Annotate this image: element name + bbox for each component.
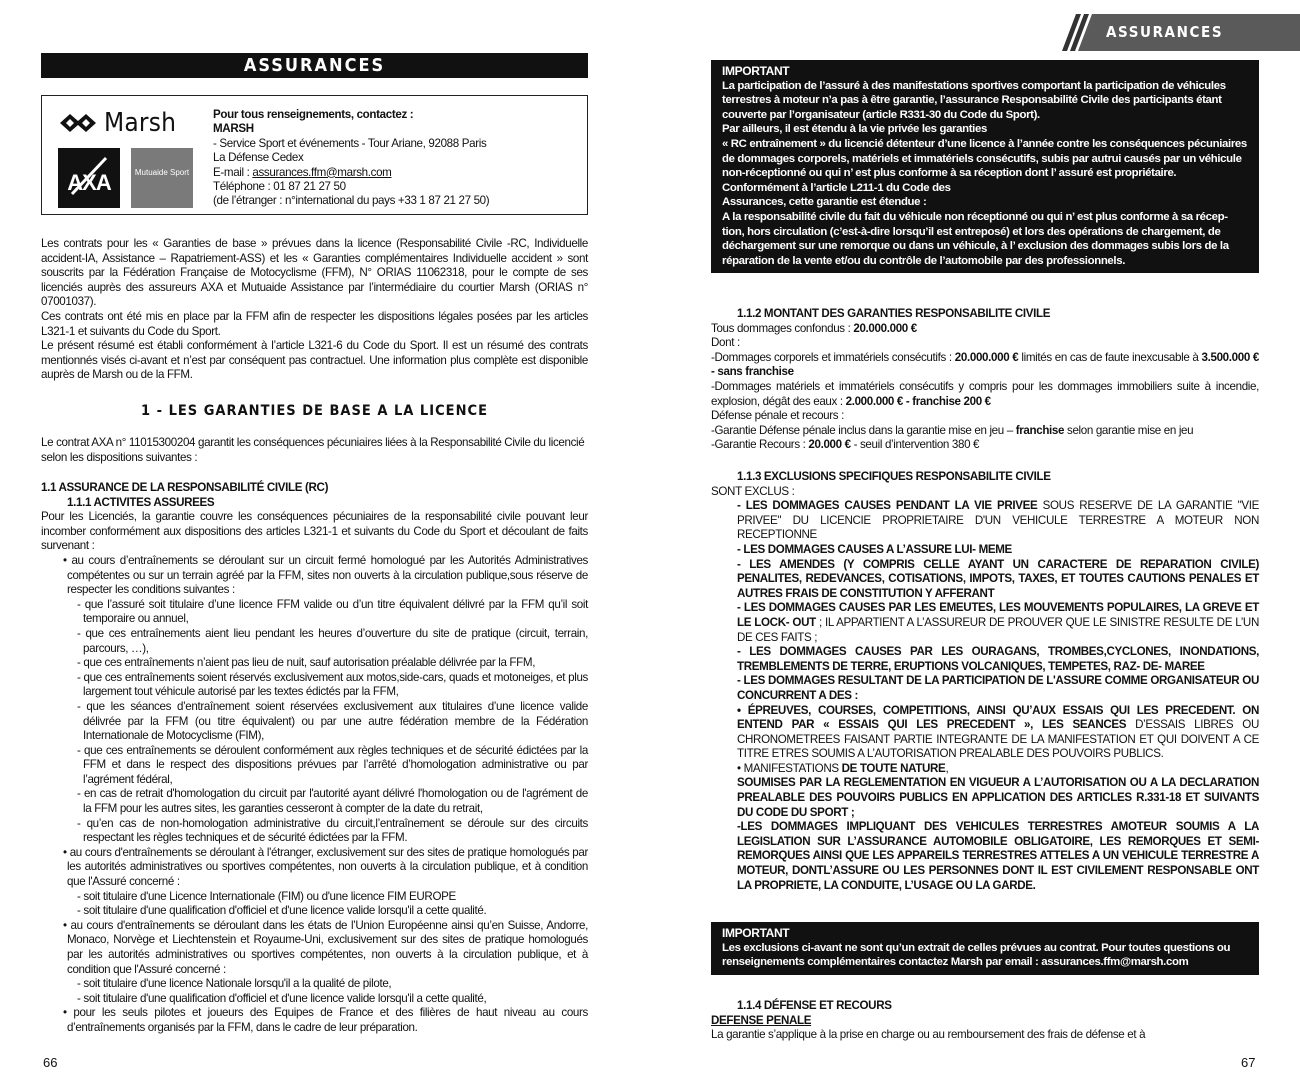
rc-section (41, 481, 588, 1036)
subsection-title: 1.1.2 MONTANT DES GARANTIES RESPONSABILITE CIVILE (737, 307, 1051, 320)
exclusions-intro: SONT EXCLUS : (711, 484, 795, 498)
important-box (711, 922, 1259, 975)
contact-email-line: E-mail : assurances.ffm@marsh.com (213, 165, 392, 179)
important-paragraph: Par ailleurs, il est étendu à la vie privée les garanties (722, 123, 987, 136)
contact-name: MARSH (213, 122, 254, 136)
list-item: - soit titulaire d'une Licence Internationale (FIM) ou d'une licence FIM EUROPE (77, 889, 456, 903)
contact-intro: Pour tous renseignements, contactez : (213, 108, 414, 121)
exclusion-item: • MANIFESTATIONS DE TOUTE NATURE, (737, 761, 949, 775)
exclusion-item: - LES DOMMAGES CAUSES PAR LES EMEUTES, LES MOUVEMENTS POPULAIRES, LA GREVE ET LE LOCK- OUT ; IL APPARTIENT A L’ASSUREUR DE PROUVER QUE LE SINISTRE RESULTE DE L’UN DE CES FAITS ; (737, 601, 1259, 644)
subsection-title: 1.1.4 DÉFENSE ET RECOURS (737, 999, 892, 1012)
bullet-item: • au cours d’entraînements se déroulant sur un circuit fermé homologué par les Autorités Administratives compétentes ou sur un terrain agréé par la FFM, sites non ouverts à la circulation publique,sous réserve de respecter les conditions suivantes : (63, 553, 588, 597)
intro-paragraph: Ces contrats ont été mis en place par la FFM afin de respecter les dispositions légales posées par les articles L321-1 et suivants du Code du Sport. (41, 309, 588, 338)
exclusion-item: - LES AMENDES (Y COMPRIS CELLE AYANT UN CARACTERE DE REPARATION CIVILE) PENALITES, REDEVANCES, COTISATIONS, IMPOTS, TAXES, ET TOUTES CAUTIONS PENALES ET AUTRES FRAIS DE CONSTITUTION Y AFFERANT (737, 557, 1259, 600)
list-item: - que ces entraînements n’aient pas lieu de nuit, sauf autorisation préalable délivrée par la FFM, (77, 656, 536, 670)
amount-line: -Garantie Défense pénale inclus dans la garantie mise en jeu – franchise selon garantie mise en jeu (711, 423, 1194, 437)
amount-line: -Garantie Recours : 20.000 € - seuil d’intervention 380 € (711, 438, 980, 452)
svg-text:AXA: AXA (67, 170, 111, 195)
important-box (711, 60, 1259, 273)
axa-logo-icon (58, 148, 120, 208)
list-item: - qu’en cas de non-homologation administrative du circuit,l’entraînement se déroule sur des circuits respectant les règles techniques et de sécurité édictées par la FFM. (77, 816, 588, 845)
list-item: - que ces entraînements se déroulent conformément aux règles techniques et de sécurité édictées par la FFM et dans le respect des dispositions prévues par l’arrêté d’homologation administrative ou par l’agrément fédéral, (77, 743, 588, 786)
bullet-item: • pour les seuls pilotes et joueurs des Equipes de France et des filières de haut niveau au cours d’entraînements organisés par la FFM, dans le cadre de leur préparation. (63, 1006, 588, 1034)
list-item: - que les séances d’entraînement soient réservées exclusivement aux titulaires d’une licence valide délivrée par la FFM (ou titre équivalent) ou par une autre fédération membre de la Fédération Internationale de Motocyclisme (FIM), (77, 699, 588, 743)
list-item: - en cas de retrait d'homologation du circuit par l'autorité ayant délivré l'homologation ou de l'agrément de la FFM pour les autres sites, les garanties cesseront à compter de la date du retrait, (77, 787, 588, 816)
intro-paragraph: Le présent résumé est établi conformément à l’article L321-6 du Code du Sport. Il est un résumé des contrats mentionnés visés ci-avant et n’est par conséquent pas contractuel. Une information plus complète est disponible auprès de Marsh ou de la FFM. (41, 339, 588, 382)
right-page (650, 0, 1300, 1092)
exclusion-item: - LES DOMMAGES CAUSES A L’ASSURE LUI- MEME (737, 542, 1012, 556)
subsection-title: 1.1 ASSURANCE DE LA RESPONSABILITÉ CIVILE (RC) (41, 481, 329, 494)
exclusion-item: - LES DOMMAGES RESULTANT DE LA PARTICIPATION DE L'ASSURE COMME ORGANISATEUR OU CONCURRENT A DES : (737, 674, 1259, 702)
contact-phone: Téléphone : 01 87 21 27 50 (213, 180, 346, 194)
list-item: - soit titulaire d'une qualification d'officiel et d'une licence valide lorsqu'il a cette qualité, (77, 991, 487, 1005)
section-header-tab (1062, 14, 1300, 51)
exclusion-item: -LES DOMMAGES IMPLIQUANT DES VEHICULES TERRESTRES AMOTEUR SOUMIS A LA LEGISLATION SUR L’ASSURANCE AUTOMOBILE OBLIGATOIRE, LES REMORQUES ET SEMI-REMORQUES AINSI QUE LES APPAREILS TERRESTRES ATTELES A UN VEHICULE TERRESTRE A MOTEUR, DONTL’ASSURE OU LES PERSONNES DONT IL EST CIVILEMENT RESPONSABLE ONT LA PROPRIETE, LA CONDUITE, L’USAGE OU LA GARDE. (737, 820, 1259, 892)
axa-logo (58, 148, 120, 208)
list-item: - soit titulaire d'une qualification d'officiel et d'une licence valide lorsqu'il a cette qualité. (77, 904, 487, 918)
exclusion-item: SOUMISES PAR LA REGLEMENTATION EN VIGUEUR A L’AUTORISATION OU A LA DECLARATION PREALABLE DES POUVOIRS PUBLICS EN APPLICATION DES ARTICLES R.331-18 ET SUIVANTS DU CODE DU SPORT ; (737, 776, 1259, 819)
list-item: - que ces entraînements aient lieu pendant les heures d’ouverture du site de pratique (circuit, terrain, parcours, …), (77, 626, 588, 655)
important-paragraph: A la responsabilité civile du fait du véhicule non réceptionné ou qui n’ est plus conforme à sa récep-tion, hors circulation (c’est-à-dire lorsqu’il est entreposé) et lors des opérations de chargement, de déchargement sur une remorque ou dans un véhicule, à l’ exclusion des dommages subis lors de la réparation de la vente et/ou du contrôle de l’automobile par des professionnels. (722, 210, 1229, 267)
important-paragraph: Assurances, cette garantie est étendue : (722, 196, 927, 209)
defense-text: La garantie s’applique à la prise en charge ou au remboursement des frais de défense et à (711, 1028, 1146, 1042)
important-paragraph: La participation de l’assuré à des manifestations sportives comportant la participation de véhicules terrestres à moteur n’a pas à être garantie, l’assurance Responsabilité Civile des participants étant couverte par l’organisateur (article R331-30 du Code du Sport). (722, 79, 1226, 121)
amount-line: Défense pénale et recours : (711, 409, 844, 423)
marsh-symbol-icon (58, 112, 98, 134)
marsh-logo (58, 107, 194, 138)
contact-city: La Défense Cedex (213, 151, 304, 165)
contact-text (213, 108, 583, 209)
intro-paragraph: Les contrats pour les « Garanties de base » prévues dans la licence (Responsabilité Civile -RC, Individuelle accident-IA, Assistance – Rapatriement-ASS) et les « Garanties complémentaires Individuelle accident » sont souscrits par la Fédération Française de Motocyclisme (FFM), N° ORIAS 11062318, pour le compte de ses licenciés auprès des assureurs AXA et Mutuaide Assistance par l’intermédiaire du courtier Marsh (ORIAS n° 07001037). (41, 237, 588, 309)
list-item: - soit titulaire d'une licence Nationale lorsqu'il a la qualité de pilote, (77, 977, 392, 991)
contact-box (41, 95, 588, 215)
amount-line: Tous dommages confondus : 20.000.000 € (711, 321, 917, 335)
subsection-subtitle: DEFENSE PENALE (711, 1013, 812, 1027)
section-title: 1 - LES GARANTIES DE BASE A LA LICENCE (141, 403, 488, 419)
subsection-title: 1.1.1 ACTIVITES ASSUREES (67, 495, 215, 509)
exclusion-item: • ÉPREUVES, COURSES, COMPETITIONS, AINSI QU’AUX ESSAIS QUI LES PRECEDENT. ON ENTEND PAR « ESSAIS QUI LES PRECEDENT », LES SEANCES D’ESSAIS LIBRES OU CHRONOMETREES FAISANT PARTIE INTEGRANTE DE LA MANIFESTATION ET QUI DOIVENT A CE TITRE ETRES SOUMIS A L’AUTORISATION PREALABLE DES POUVOIRS PUBLICS. (737, 703, 1260, 761)
list-item: - que ces entraînements soient réservés exclusivement aux motos,side-cars, quads et motoneiges, et plus largement tout véhicule autorisé par les textes édictés par la FFM, (77, 670, 588, 699)
important-paragraph: Les exclusions ci-avant ne sont qu’un extrait de celles prévues au contrat. Pour toutes questions ou renseignements complémentaires contactez Marsh par email : assurances.ffm@marsh.com (722, 941, 1231, 969)
bullet-item: • au cours d'entraînements se déroulant à l'étranger, exclusivement sur des sites de pratique homologués par les autorités administratives ou sportives compétentes, non ouverts à la circulation publique, et à condition que l'Assuré concerné : (63, 845, 588, 889)
header-label: ASSURANCES (1106, 23, 1224, 41)
exclusions-section (711, 470, 1259, 893)
important-paragraph: Conformément à l’article L211-1 du Code des (722, 181, 951, 194)
amount-line: -Dommages matériels et immatériels consécutifs y compris pour les dommages immobiliers suite à incendie, explosion, dégât des eaux : 2.000.000 € - franchise 200 € (711, 379, 1259, 408)
contact-email-link[interactable]: assurances.ffm@marsh.com (252, 165, 392, 179)
mutuaide-logo: Mutuaide Sport (131, 148, 193, 208)
page-number: 67 (1241, 1055, 1256, 1070)
bullet-item: • au cours d'entraînements se déroulant dans les états de l’Union Européenne ainsi qu’en Suisse, Andorre, Monaco, Norvège et Liechtenstein et Royaume-Uni, exclusivement sur des sites de pratique homologués par les autorités administratives ou sportives compétentes, non ouverts à la circulation publique, et à condition que l'Assuré concerné : (63, 918, 588, 976)
marsh-wordmark: Marsh (104, 107, 177, 138)
defense-section (711, 999, 1259, 1043)
section-intro: Le contrat AXA n° 11015300204 garantit les conséquences pécuniaires liées à la Responsabilité Civile du licencié selon les dispositions suivantes : (41, 436, 585, 464)
intro-text (41, 237, 588, 383)
subsection-intro: Pour les Licenciés, la garantie couvre les conséquences pécuniaires de la responsabilité civile pouvant leur incomber conformément aux dispositions des articles L321-1 et suivants du Code du Sport et découlant de faits survenant : (41, 510, 588, 553)
exclusion-item: - LES DOMMAGES CAUSES PAR LES OURAGANS, TROMBES,CYCLONES, INONDATIONS, TREMBLEMENTS DE TERRE, ERUPTIONS VOLCANIQUES, TEMPETES, RAZ- DE- MAREE (737, 645, 1259, 673)
subsection-title: 1.1.3 EXCLUSIONS SPECIFIQUES RESPONSABILITE CIVILE (737, 470, 1051, 483)
exclusion-item: - LES DOMMAGES CAUSES PENDANT LA VIE PRIVEE SOUS RESERVE DE LA GARANTIE "VIE PRIVEE" DU LICENCIE PROPRIETAIRE D'UN VEHICULE TERRESTRE A MOTEUR NON RECEPTIONNE (737, 499, 1259, 542)
important-paragraph: « RC entraînement » du licencié détenteur d’une licence à l’année contre les conséquences pécuniaires de dommages corporels, matériels et immatériels consécutifs, subis par autrui causés par un véhicule non-réceptionné ou qui n’ est plus conforme à sa réception dont l’ assuré est propriétaire. (722, 137, 1247, 180)
page-title: ASSURANCES (41, 53, 588, 78)
page-number: 66 (43, 1055, 58, 1070)
important-heading: IMPORTANT (722, 64, 790, 78)
amount-line: -Dommages corporels et immatériels consécutifs : 20.000.000 € limités en cas de faute inexcusable à 3.500.000 € - sans franchise (711, 350, 1260, 379)
contact-intl-phone: (de l’étranger : n°international du pays +33 1 87 21 27 50) (213, 194, 490, 208)
important-heading: IMPORTANT (722, 926, 790, 940)
guarantee-amounts-section (711, 307, 1259, 453)
contact-address: - Service Sport et événements - Tour Ariane, 92088 Paris (213, 136, 487, 150)
list-item: - que l’assuré soit titulaire d’une licence FFM valide ou d’un titre équivalent délivré par la FFM qu’il soit temporaire ou annuel, (77, 597, 588, 626)
amount-line: Dont : (711, 336, 740, 350)
